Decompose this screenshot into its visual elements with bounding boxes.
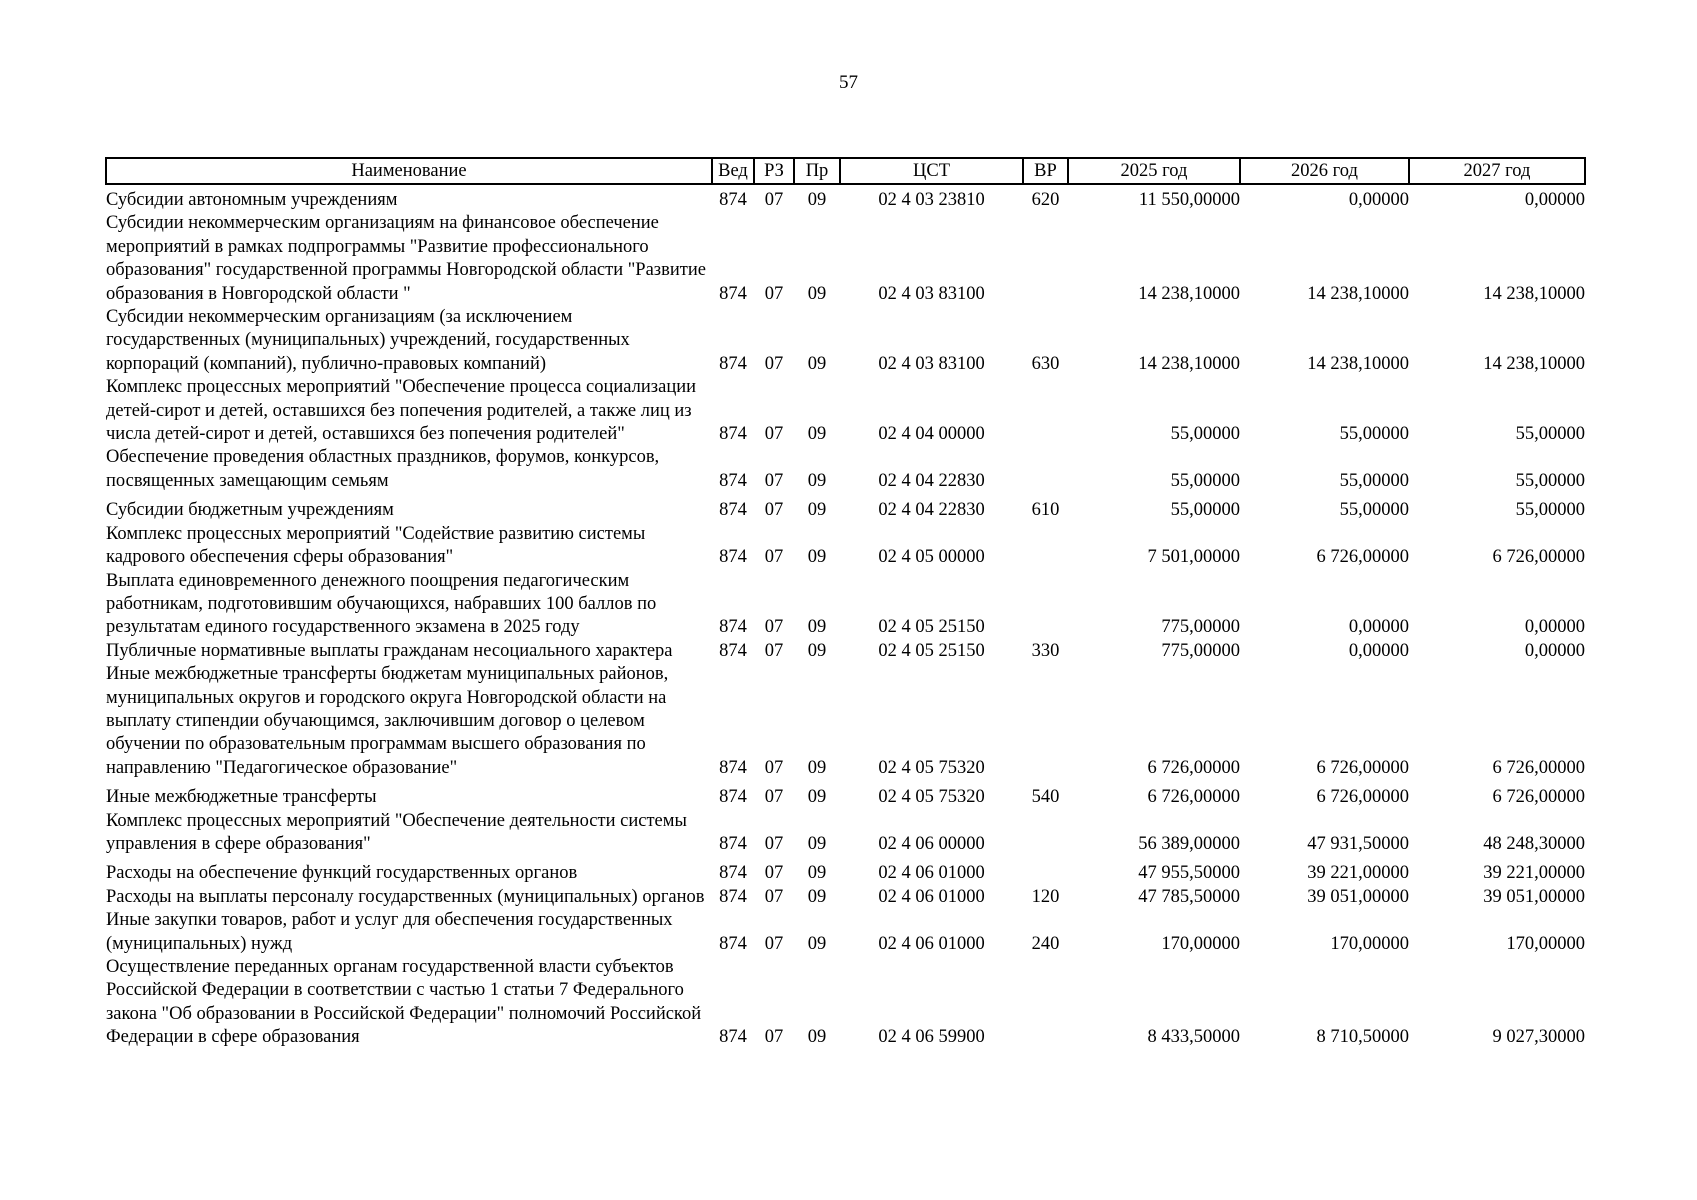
cell-2027: 6 726,00000 (1492, 547, 1585, 568)
budget-table (105, 157, 1586, 1050)
header-2026: 2026 год (1240, 158, 1409, 184)
cell-ved: 874 (719, 470, 747, 491)
cell-vr: 610 (1031, 500, 1060, 521)
cell-2027: 55,00000 (1515, 470, 1585, 491)
cell-cst: 02 4 06 01000 (878, 886, 985, 907)
table-row (106, 886, 1585, 909)
cell-ved: 874 (719, 500, 747, 521)
cell-pr: 09 (807, 933, 827, 954)
cell-name: Расходы на выплаты персоналу государственных (муниципальных) органов (106, 886, 705, 907)
header-name: Наименование (106, 158, 712, 184)
cell-cst: 02 4 04 22830 (878, 500, 985, 521)
cell-ved: 874 (719, 640, 747, 661)
header-ved: Вед (712, 158, 754, 184)
cell-cst: 02 4 05 25150 (878, 617, 985, 638)
cell-2027: 9 027,30000 (1492, 1027, 1585, 1048)
cell-2026: 47 931,50000 (1307, 833, 1409, 854)
cell-name: Субсидии некоммерческим организациям на финансовое обеспечение мероприятий в рамках подпрограммы "Развитие профессионального образования" государственной программы Новгородской области "Развитие образования в Новгородской области " (106, 213, 706, 304)
cell-2027: 0,00000 (1524, 190, 1585, 210)
cell-rz: 07 (764, 1027, 784, 1048)
table-row (106, 810, 1585, 857)
cell-name: Публичные нормативные выплаты гражданам несоциального характера (106, 640, 673, 661)
page-number: 57 (839, 72, 858, 93)
cell-pr: 09 (807, 1027, 827, 1048)
cell-rz: 07 (764, 757, 784, 778)
cell-name: Осуществление переданных органам государственной власти субъектов Российской Федерации в соответствии с частью 1 статьи 7 Федерального закона "Об образовании в Российской Федерации" полномочий Российской Федерации в сфере образования (106, 957, 702, 1048)
cell-rz: 07 (764, 424, 784, 445)
cell-vr (1023, 663, 1068, 780)
cell-vr (1023, 212, 1068, 306)
cell-2025: 47 955,50000 (1138, 863, 1240, 884)
cell-2027: 39 051,00000 (1483, 886, 1585, 907)
table-row (106, 956, 1585, 1050)
cell-2026: 14 238,10000 (1307, 353, 1409, 374)
cell-cst: 02 4 05 75320 (878, 787, 985, 808)
cell-2026: 39 051,00000 (1307, 886, 1409, 907)
cell-vr: 120 (1031, 886, 1060, 907)
cell-name: Выплата единовременного денежного поощрения педагогическим работникам, подготовившим обучающихся, набравших 100 баллов по результатам единого государственного экзамена в 2025 году (106, 570, 657, 638)
cell-2027: 14 238,10000 (1483, 283, 1585, 304)
cell-pr: 09 (807, 757, 827, 778)
cell-ved: 874 (719, 833, 747, 854)
cell-vr (1023, 856, 1068, 885)
cell-rz: 07 (764, 886, 784, 907)
cell-2026: 0,00000 (1348, 190, 1409, 210)
header-vr: ВР (1023, 158, 1068, 184)
cell-cst: 02 4 04 00000 (878, 424, 985, 445)
table-row (106, 446, 1585, 493)
cell-ved: 874 (719, 787, 747, 808)
cell-cst: 02 4 04 22830 (878, 470, 985, 491)
table-row (106, 856, 1585, 885)
cell-2027: 0,00000 (1524, 617, 1585, 638)
cell-name: Иные межбюджетные трансферты бюджетам муниципальных районов, муниципальных округов и городского округа Новгородской области на выплату стипендии обучающимся, заключившим договор о целевом обучении по образовательным программам высшего образования по направлению "Педагогическое образование" (106, 664, 669, 778)
cell-name: Комплекс процессных мероприятий "Содействие развитию системы кадрового обеспечения сферы образования" (106, 523, 646, 568)
cell-pr: 09 (807, 886, 827, 907)
cell-pr: 09 (807, 283, 827, 304)
cell-cst: 02 4 05 75320 (878, 757, 985, 778)
cell-vr: 620 (1031, 190, 1060, 210)
cell-name: Обеспечение проведения областных праздников, форумов, конкурсов, посвященных замещающим семьям (106, 447, 660, 491)
cell-2025: 775,00000 (1161, 617, 1240, 638)
cell-vr (1023, 523, 1068, 570)
cell-2026: 170,00000 (1330, 933, 1409, 954)
cell-cst: 02 4 03 83100 (878, 353, 985, 374)
cell-2026: 55,00000 (1339, 470, 1409, 491)
cell-vr (1023, 570, 1068, 640)
cell-vr (1023, 376, 1068, 446)
cell-2025: 775,00000 (1161, 640, 1240, 661)
cell-name: Иные закупки товаров, работ и услуг для обеспечения государственных (муниципальных) нужд (106, 910, 673, 954)
cell-pr: 09 (807, 353, 827, 374)
cell-pr: 09 (807, 640, 827, 661)
cell-2027: 0,00000 (1524, 640, 1585, 661)
cell-cst: 02 4 03 83100 (878, 283, 985, 304)
cell-cst: 02 4 06 01000 (878, 863, 985, 884)
cell-2025: 7 501,00000 (1147, 547, 1240, 568)
cell-2025: 14 238,10000 (1138, 283, 1240, 304)
cell-rz: 07 (764, 353, 784, 374)
cell-ved: 874 (719, 886, 747, 907)
cell-ved: 874 (719, 1027, 747, 1048)
cell-2026: 6 726,00000 (1316, 787, 1409, 808)
cell-name: Субсидии бюджетным учреждениям (106, 500, 394, 521)
cell-pr: 09 (807, 547, 827, 568)
cell-ved: 874 (719, 353, 747, 374)
table-row (106, 780, 1585, 809)
cell-rz: 07 (764, 863, 784, 884)
cell-2025: 47 785,50000 (1138, 886, 1240, 907)
cell-ved: 874 (719, 757, 747, 778)
cell-2027: 14 238,10000 (1483, 353, 1585, 374)
cell-vr (1023, 956, 1068, 1050)
cell-2026: 39 221,00000 (1307, 863, 1409, 884)
cell-cst: 02 4 06 59900 (878, 1027, 985, 1048)
cell-2027: 6 726,00000 (1492, 787, 1585, 808)
cell-2027: 48 248,30000 (1483, 833, 1585, 854)
table-row (106, 663, 1585, 780)
cell-rz: 07 (764, 500, 784, 521)
cell-ved: 874 (719, 933, 747, 954)
cell-vr (1023, 446, 1068, 493)
cell-ved: 874 (719, 190, 747, 210)
cell-pr: 09 (807, 833, 827, 854)
cell-2026: 55,00000 (1339, 424, 1409, 445)
cell-2025: 55,00000 (1170, 424, 1240, 445)
table-body (106, 184, 1585, 1050)
cell-2027: 55,00000 (1515, 424, 1585, 445)
cell-name: Субсидии некоммерческим организациям (за исключением государственных (муниципальных) учреждений, государственных корпораций (компаний), публично-правовых компаний) (106, 307, 630, 374)
header-pr: Пр (794, 158, 840, 184)
header-2027: 2027 год (1409, 158, 1585, 184)
table-row (106, 376, 1585, 446)
cell-rz: 07 (764, 787, 784, 808)
cell-cst: 02 4 03 23810 (878, 190, 985, 210)
cell-vr: 240 (1031, 933, 1060, 954)
cell-2027: 39 221,00000 (1483, 863, 1585, 884)
cell-ved: 874 (719, 863, 747, 884)
cell-name: Комплекс процессных мероприятий "Обеспечение процесса социализации детей-сирот и детей, оставшихся без попечения родителей, а также лиц из числа детей-сирот и детей, оставшихся без попечения родителей" (106, 377, 697, 445)
cell-2025: 8 433,50000 (1147, 1027, 1240, 1048)
table-row (106, 493, 1585, 522)
table-row (106, 640, 1585, 663)
cell-pr: 09 (807, 617, 827, 638)
cell-pr: 09 (807, 500, 827, 521)
cell-rz: 07 (764, 640, 784, 661)
cell-rz: 07 (764, 933, 784, 954)
cell-name: Субсидии автономным учреждениям (106, 190, 398, 210)
cell-vr (1023, 810, 1068, 857)
cell-name: Иные межбюджетные трансферты (106, 787, 377, 808)
cell-rz: 07 (764, 833, 784, 854)
cell-2025: 55,00000 (1170, 500, 1240, 521)
table-row (106, 184, 1585, 212)
table-row (106, 570, 1585, 640)
cell-2025: 14 238,10000 (1138, 353, 1240, 374)
cell-2025: 170,00000 (1161, 933, 1240, 954)
table-row (106, 523, 1585, 570)
cell-cst: 02 4 06 01000 (878, 933, 985, 954)
cell-2026: 8 710,50000 (1316, 1027, 1409, 1048)
cell-vr: 630 (1031, 353, 1060, 374)
header-rz: РЗ (754, 158, 794, 184)
cell-2025: 55,00000 (1170, 470, 1240, 491)
cell-2026: 6 726,00000 (1316, 547, 1409, 568)
cell-2025: 11 550,00000 (1138, 190, 1240, 210)
cell-pr: 09 (807, 190, 827, 210)
cell-name: Комплекс процессных мероприятий "Обеспечение деятельности системы управления в сфере образования" (106, 810, 687, 854)
cell-2025: 6 726,00000 (1147, 787, 1240, 808)
table-header (106, 158, 1585, 184)
cell-pr: 09 (807, 863, 827, 884)
cell-rz: 07 (764, 547, 784, 568)
cell-pr: 09 (807, 424, 827, 445)
cell-2026: 55,00000 (1339, 500, 1409, 521)
cell-rz: 07 (764, 470, 784, 491)
cell-ved: 874 (719, 617, 747, 638)
cell-2027: 55,00000 (1515, 500, 1585, 521)
cell-name: Расходы на обеспечение функций государственных органов (106, 863, 578, 884)
cell-2025: 56 389,00000 (1138, 833, 1240, 854)
header-2025: 2025 год (1068, 158, 1240, 184)
cell-cst: 02 4 05 00000 (878, 547, 985, 568)
cell-ved: 874 (719, 547, 747, 568)
header-cst: ЦСТ (840, 158, 1023, 184)
cell-2025: 6 726,00000 (1147, 757, 1240, 778)
cell-2026: 0,00000 (1348, 617, 1409, 638)
cell-vr: 330 (1031, 640, 1060, 661)
cell-2027: 6 726,00000 (1492, 757, 1585, 778)
cell-2026: 14 238,10000 (1307, 283, 1409, 304)
cell-vr: 540 (1031, 787, 1060, 808)
cell-pr: 09 (807, 787, 827, 808)
table-row (106, 306, 1585, 376)
cell-ved: 874 (719, 424, 747, 445)
table-row (106, 212, 1585, 306)
table-row (106, 909, 1585, 956)
cell-cst: 02 4 06 00000 (878, 833, 985, 854)
cell-rz: 07 (764, 190, 784, 210)
cell-cst: 02 4 05 25150 (878, 640, 985, 661)
cell-2026: 0,00000 (1348, 640, 1409, 661)
cell-ved: 874 (719, 283, 747, 304)
cell-rz: 07 (764, 283, 784, 304)
cell-pr: 09 (807, 470, 827, 491)
cell-2026: 6 726,00000 (1316, 757, 1409, 778)
cell-rz: 07 (764, 617, 784, 638)
cell-2027: 170,00000 (1506, 933, 1585, 954)
